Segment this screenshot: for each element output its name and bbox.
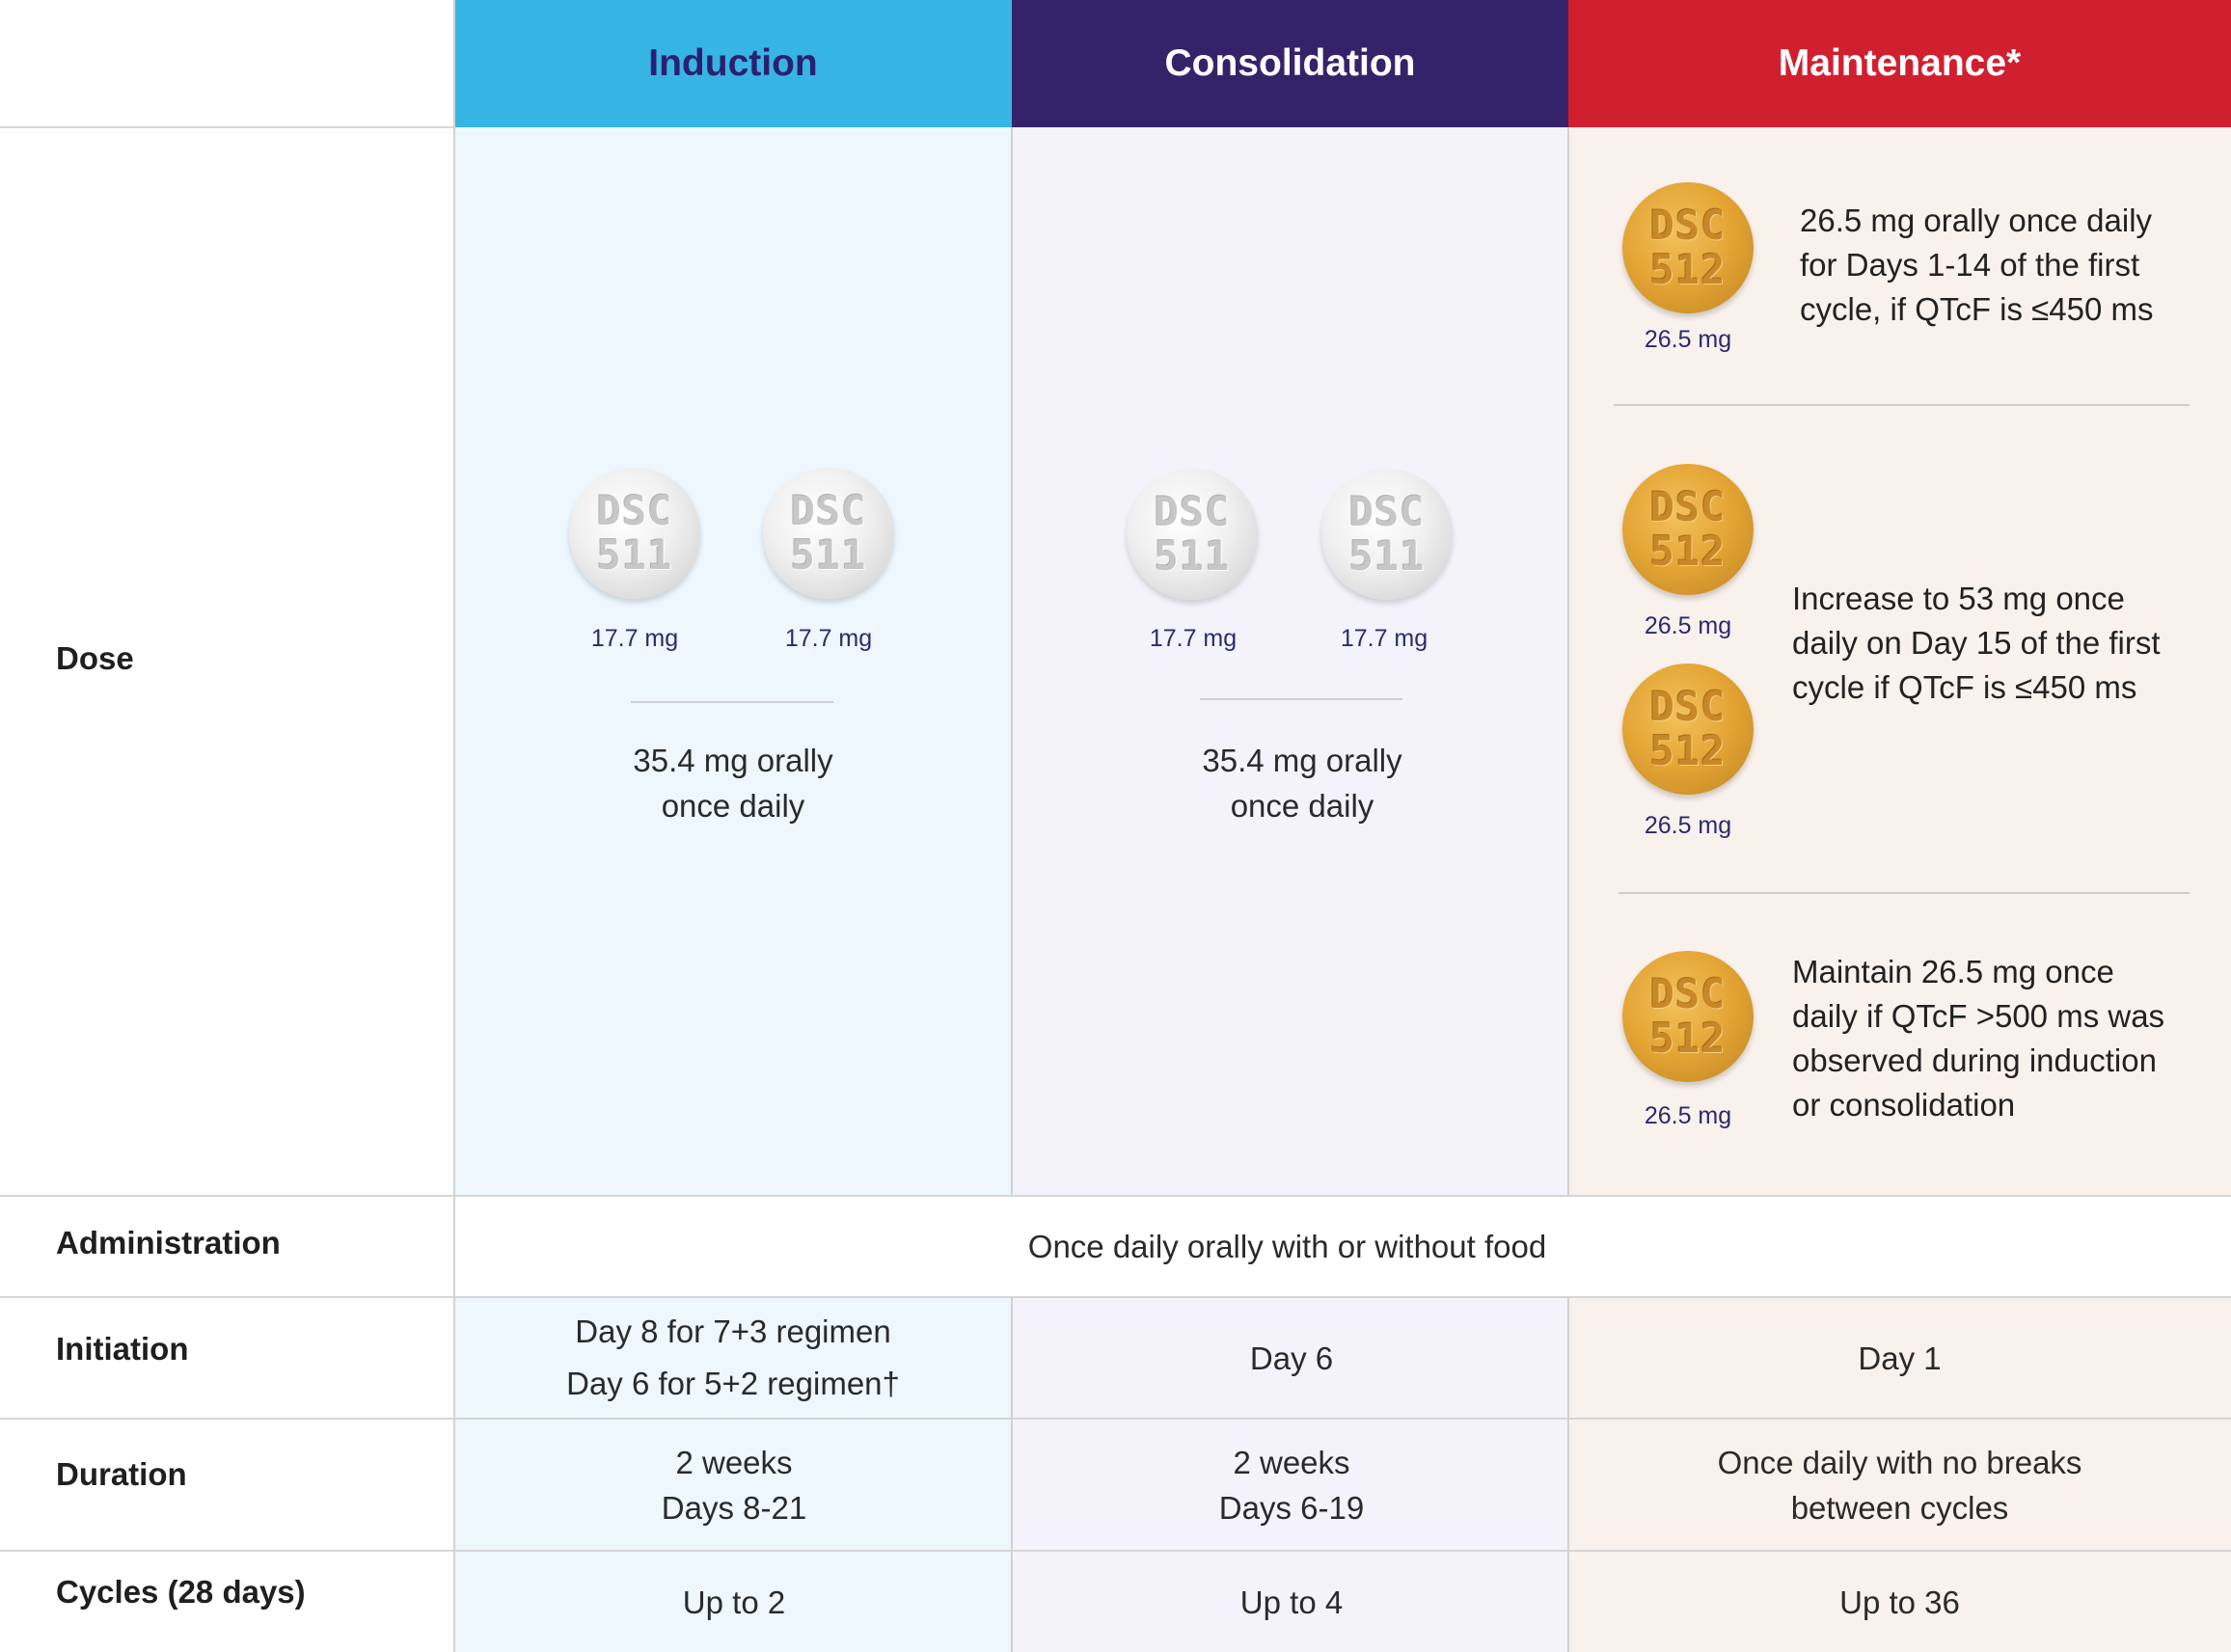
maintenance-separator (1619, 892, 2190, 894)
white-tablet-icon: DSC 511 (1321, 469, 1453, 600)
induction-dose-text: 35.4 mg orally once daily (633, 743, 833, 824)
tablet-dose-label: 17.7 mg (1149, 625, 1238, 652)
tablet-dose-label: 26.5 mg (1644, 326, 1732, 353)
maintenance-initiation: Day 1 (1858, 1340, 1942, 1376)
induction-duration: 2 weeks Days 8-21 (661, 1444, 807, 1526)
white-tablet-icon: DSC 511 (1127, 469, 1258, 600)
white-tablet-icon: DSC 511 (763, 468, 894, 599)
gold-tablet-icon: DSC 512 (1622, 664, 1754, 795)
consolidation-column-bg (1012, 127, 1568, 1196)
row-label-cycles: Cycles (28 days) (56, 1574, 306, 1610)
header-consolidation: Consolidation (1012, 0, 1568, 127)
maintenance-step1-text: 26.5 mg orally once daily for Days 1-14 of the first cycle, if QTcF is ≤450 ms (1800, 203, 2154, 327)
dose-separator (1200, 698, 1402, 700)
maintenance-cycles: Up to 36 (1839, 1584, 1960, 1620)
induction-column-bg (454, 127, 1012, 1196)
row-label-administration: Administration (56, 1225, 281, 1260)
gold-tablet-icon: DSC 512 (1622, 951, 1754, 1082)
column-divider (1011, 127, 1013, 1195)
row-divider (0, 126, 454, 128)
dose-separator (631, 701, 833, 703)
tablet-dose-label: 26.5 mg (1644, 812, 1732, 839)
consolidation-duration: 2 weeks Days 6-19 (1218, 1444, 1365, 1526)
administration-text: Once daily orally with or without food (1027, 1229, 1547, 1264)
induction-cycles: Up to 2 (682, 1584, 786, 1620)
tablet-dose-label: 17.7 mg (784, 625, 873, 652)
maintenance-step2-text: Increase to 53 mg once daily on Day 15 of the first cycle if QTcF is ≤450 ms (1792, 581, 2161, 705)
maintenance-duration: Once daily with no breaks between cycles (1717, 1444, 2082, 1526)
row-label-initiation: Initiation (56, 1331, 189, 1367)
header-induction: Induction (454, 0, 1012, 127)
column-divider (1567, 127, 1569, 1195)
tablet-dose-label: 17.7 mg (590, 625, 679, 652)
tablet-dose-label: 26.5 mg (1644, 1102, 1732, 1129)
white-tablet-icon: DSC 511 (569, 468, 700, 599)
gold-tablet-icon: DSC 512 (1622, 464, 1754, 595)
row-label-duration: Duration (56, 1456, 187, 1492)
consolidation-cycles: Up to 4 (1239, 1584, 1344, 1620)
consolidation-dose-text: 35.4 mg orally once daily (1202, 743, 1402, 824)
maintenance-separator (1614, 404, 2190, 406)
induction-initiation: Day 8 for 7+3 regimen Day 6 for 5+2 regimen† (566, 1313, 900, 1401)
tablet-dose-label: 17.7 mg (1340, 625, 1428, 652)
maintenance-step3-text: Maintain 26.5 mg once daily if QTcF >500 ms was observed during induction or consolidation (1792, 954, 2165, 1123)
tablet-dose-label: 26.5 mg (1644, 612, 1732, 639)
gold-tablet-icon: DSC 512 (1622, 182, 1754, 313)
header-maintenance: Maintenance* (1568, 0, 2231, 127)
row-label-dose: Dose (56, 640, 134, 676)
consolidation-initiation: Day 6 (1249, 1340, 1334, 1376)
